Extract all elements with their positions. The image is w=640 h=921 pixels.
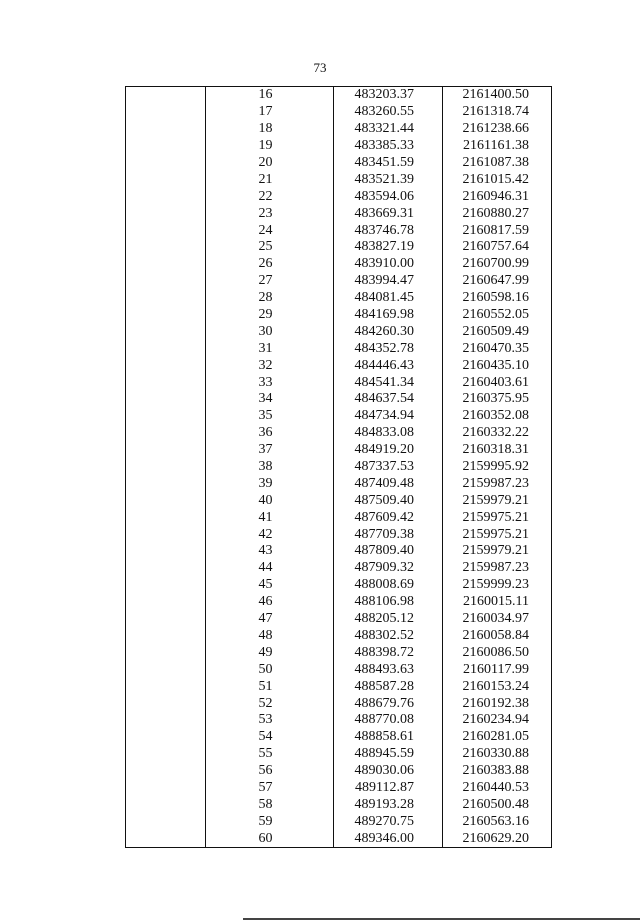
y-coordinate-cell: 2160153.24 xyxy=(462,678,529,694)
x-coordinate-cell: 484541.34 xyxy=(334,374,443,391)
x-coordinate-cell: 483260.55 xyxy=(334,104,443,121)
x-coordinate-cell: 487409.48 xyxy=(334,475,443,492)
table-row xyxy=(126,796,552,813)
table-row xyxy=(126,205,552,222)
x-coordinate-cell: 487509.40 xyxy=(334,492,443,509)
point-number-cell: 24 xyxy=(206,222,334,239)
point-number-cell: 54 xyxy=(206,729,334,746)
y-coordinate-cell: 2160192.38 xyxy=(462,695,529,711)
blank-cell xyxy=(126,509,206,526)
x-coordinate-cell: 487337.53 xyxy=(334,459,443,476)
x-coordinate-cell: 483746.78 xyxy=(334,222,443,239)
x-coordinate-cell: 487609.42 xyxy=(334,509,443,526)
x-coordinate-cell: 488106.98 xyxy=(334,594,443,611)
x-coordinate-cell: 489030.06 xyxy=(334,763,443,780)
y-coordinate-cell: 2159999.23 xyxy=(462,577,529,593)
x-coordinate-cell: 488493.63 xyxy=(334,661,443,678)
y-coordinate-cell: 2159975.21 xyxy=(462,526,529,542)
blank-cell xyxy=(126,611,206,628)
table-row xyxy=(126,171,552,188)
point-number-cell: 34 xyxy=(206,391,334,408)
table-row xyxy=(126,155,552,172)
blank-cell xyxy=(126,780,206,797)
point-number-cell: 16 xyxy=(206,87,334,104)
blank-cell xyxy=(126,729,206,746)
blank-cell xyxy=(126,391,206,408)
table-row xyxy=(126,560,552,577)
y-coordinate-cell: 2160509.49 xyxy=(462,323,529,339)
y-coordinate-cell: 2160440.53 xyxy=(462,779,529,795)
point-number-cell: 27 xyxy=(206,273,334,290)
table-row xyxy=(126,256,552,273)
blank-cell xyxy=(126,188,206,205)
y-coordinate-cell: 2160563.16 xyxy=(462,813,529,829)
point-number-cell: 30 xyxy=(206,323,334,340)
blank-cell xyxy=(126,459,206,476)
x-coordinate-cell: 483321.44 xyxy=(334,121,443,138)
x-coordinate-cell: 484081.45 xyxy=(334,290,443,307)
point-number-cell: 32 xyxy=(206,357,334,374)
point-number-cell: 21 xyxy=(206,171,334,188)
x-coordinate-cell: 483827.19 xyxy=(334,239,443,256)
y-coordinate-cell: 2161161.38 xyxy=(463,138,529,154)
x-coordinate-cell: 489270.75 xyxy=(334,813,443,830)
table-row xyxy=(126,273,552,290)
x-coordinate-cell: 487709.38 xyxy=(334,526,443,543)
x-coordinate-cell: 488770.08 xyxy=(334,712,443,729)
table-row xyxy=(126,374,552,391)
table-row xyxy=(126,357,552,374)
x-coordinate-cell: 483451.59 xyxy=(334,155,443,172)
coordinate-table-body xyxy=(126,87,552,848)
x-coordinate-cell: 488858.61 xyxy=(334,729,443,746)
point-number-cell: 28 xyxy=(206,290,334,307)
y-coordinate-cell: 2160318.31 xyxy=(462,442,529,458)
blank-cell xyxy=(126,678,206,695)
blank-cell xyxy=(126,695,206,712)
y-coordinate-cell: 2160700.99 xyxy=(462,256,529,272)
point-number-cell: 37 xyxy=(206,442,334,459)
blank-cell xyxy=(126,763,206,780)
blank-cell xyxy=(126,712,206,729)
x-coordinate-cell: 488945.59 xyxy=(334,746,443,763)
y-coordinate-cell: 2160435.10 xyxy=(462,357,529,373)
table-row xyxy=(126,611,552,628)
point-number-cell: 46 xyxy=(206,594,334,611)
table-row xyxy=(126,628,552,645)
blank-cell xyxy=(126,560,206,577)
point-number-cell: 23 xyxy=(206,205,334,222)
blank-cell xyxy=(126,628,206,645)
table-row xyxy=(126,188,552,205)
table-row xyxy=(126,644,552,661)
x-coordinate-cell: 484260.30 xyxy=(334,323,443,340)
y-coordinate-cell: 2160598.16 xyxy=(462,290,529,306)
x-coordinate-cell: 489346.00 xyxy=(334,830,443,847)
coordinate-table xyxy=(125,86,552,848)
table-row xyxy=(126,121,552,138)
point-number-cell: 52 xyxy=(206,695,334,712)
table-row xyxy=(126,526,552,543)
y-coordinate-cell: 2160086.50 xyxy=(462,644,529,660)
blank-cell xyxy=(126,323,206,340)
x-coordinate-cell: 487809.40 xyxy=(334,543,443,560)
table-row xyxy=(126,459,552,476)
table-row xyxy=(126,678,552,695)
blank-cell xyxy=(126,121,206,138)
y-coordinate-cell: 2159979.21 xyxy=(462,543,529,559)
blank-cell xyxy=(126,104,206,121)
point-number-cell: 55 xyxy=(206,746,334,763)
y-coordinate-cell: 2160015.11 xyxy=(463,594,529,610)
table-row xyxy=(126,509,552,526)
blank-cell xyxy=(126,138,206,155)
x-coordinate-cell: 488679.76 xyxy=(334,695,443,712)
y-coordinate-cell: 2160757.64 xyxy=(462,239,529,255)
table-row xyxy=(126,391,552,408)
y-coordinate-cell: 2159995.92 xyxy=(462,459,529,475)
x-coordinate-cell: 484833.08 xyxy=(334,425,443,442)
table-row xyxy=(126,222,552,239)
y-coordinate-cell: 2160647.99 xyxy=(462,273,529,289)
x-coordinate-cell: 484169.98 xyxy=(334,307,443,324)
blank-cell xyxy=(126,492,206,509)
y-coordinate-cell: 2161087.38 xyxy=(462,155,529,170)
table-row xyxy=(126,577,552,594)
blank-cell xyxy=(126,442,206,459)
x-coordinate-cell: 483994.47 xyxy=(334,273,443,290)
x-coordinate-cell: 484446.43 xyxy=(334,357,443,374)
y-coordinate-cell: 2159979.21 xyxy=(462,492,529,508)
table-row xyxy=(126,594,552,611)
blank-cell xyxy=(126,374,206,391)
point-number-cell: 31 xyxy=(206,340,334,357)
x-coordinate-cell: 483385.33 xyxy=(334,138,443,155)
blank-cell xyxy=(126,475,206,492)
table-row xyxy=(126,763,552,780)
table-row xyxy=(126,661,552,678)
blank-cell xyxy=(126,408,206,425)
point-number-cell: 39 xyxy=(206,475,334,492)
y-coordinate-cell: 2161238.66 xyxy=(462,121,529,137)
table-row xyxy=(126,780,552,797)
blank-cell xyxy=(126,171,206,188)
blank-cell xyxy=(126,155,206,172)
table-row xyxy=(126,340,552,357)
table-row xyxy=(126,290,552,307)
page-bottom-rule xyxy=(243,918,640,920)
point-number-cell: 47 xyxy=(206,611,334,628)
point-number-cell: 60 xyxy=(206,830,334,847)
x-coordinate-cell: 483521.39 xyxy=(334,171,443,188)
table-row xyxy=(126,239,552,256)
point-number-cell: 40 xyxy=(206,492,334,509)
y-coordinate-cell: 2160034.97 xyxy=(462,611,529,627)
y-coordinate-cell: 2160117.99 xyxy=(463,661,529,677)
table-row xyxy=(126,712,552,729)
blank-cell xyxy=(126,425,206,442)
x-coordinate-cell: 483669.31 xyxy=(334,205,443,222)
point-number-cell: 38 xyxy=(206,459,334,476)
table-row xyxy=(126,104,552,121)
blank-cell xyxy=(126,222,206,239)
x-coordinate-cell: 483910.00 xyxy=(334,256,443,273)
table-row xyxy=(126,543,552,560)
point-number-cell: 59 xyxy=(206,813,334,830)
table-row xyxy=(126,408,552,425)
blank-cell xyxy=(126,543,206,560)
point-number-cell: 48 xyxy=(206,628,334,645)
x-coordinate-cell: 488302.52 xyxy=(334,628,443,645)
y-coordinate-cell: 2160234.94 xyxy=(462,712,529,728)
point-number-cell: 44 xyxy=(206,560,334,577)
y-coordinate-cell: 2160281.05 xyxy=(462,729,529,745)
y-coordinate-cell: 2160403.61 xyxy=(462,374,529,390)
blank-cell xyxy=(126,526,206,543)
y-coordinate-cell: 2160352.08 xyxy=(462,408,529,424)
blank-cell xyxy=(126,661,206,678)
blank-cell xyxy=(126,307,206,324)
blank-cell xyxy=(126,644,206,661)
y-coordinate-cell: 2160332.22 xyxy=(462,425,529,441)
blank-cell xyxy=(126,357,206,374)
x-coordinate-cell: 488587.28 xyxy=(334,678,443,695)
point-number-cell: 57 xyxy=(206,780,334,797)
blank-cell xyxy=(126,594,206,611)
point-number-cell: 45 xyxy=(206,577,334,594)
table-row xyxy=(126,425,552,442)
point-number-cell: 25 xyxy=(206,239,334,256)
y-coordinate-cell: 2161015.42 xyxy=(462,171,529,187)
point-number-cell: 50 xyxy=(206,661,334,678)
blank-cell xyxy=(126,239,206,256)
point-number-cell: 20 xyxy=(206,155,334,172)
blank-cell xyxy=(126,577,206,594)
y-coordinate-cell: 2159975.21 xyxy=(462,509,529,525)
blank-cell xyxy=(126,87,206,104)
point-number-cell: 17 xyxy=(206,104,334,121)
table-row xyxy=(126,729,552,746)
y-coordinate-cell: 2160817.59 xyxy=(462,222,529,238)
point-number-cell: 49 xyxy=(206,644,334,661)
blank-cell xyxy=(126,746,206,763)
x-coordinate-cell: 488205.12 xyxy=(334,611,443,628)
y-coordinate-cell: 2159987.23 xyxy=(462,560,529,576)
y-coordinate-cell: 2159987.23 xyxy=(462,475,529,491)
point-number-cell: 41 xyxy=(206,509,334,526)
y-coordinate-cell: 2161400.50 xyxy=(462,87,529,103)
y-coordinate-cell: 2160552.05 xyxy=(462,307,529,323)
x-coordinate-cell: 483203.37 xyxy=(334,87,443,104)
table-row xyxy=(126,87,552,104)
blank-cell xyxy=(126,796,206,813)
table-row xyxy=(126,307,552,324)
blank-cell xyxy=(126,290,206,307)
point-number-cell: 53 xyxy=(206,712,334,729)
x-coordinate-cell: 484637.54 xyxy=(334,391,443,408)
table-row xyxy=(126,442,552,459)
x-coordinate-cell: 488398.72 xyxy=(334,644,443,661)
x-coordinate-cell: 484352.78 xyxy=(334,340,443,357)
y-coordinate-cell: 2160058.84 xyxy=(462,627,529,643)
y-coordinate-cell: 2160629.20 xyxy=(462,830,529,846)
x-coordinate-cell: 489112.87 xyxy=(334,780,443,797)
x-coordinate-cell: 488008.69 xyxy=(334,577,443,594)
x-coordinate-cell: 484919.20 xyxy=(334,442,443,459)
point-number-cell: 29 xyxy=(206,307,334,324)
table-row xyxy=(126,746,552,763)
x-coordinate-cell: 487909.32 xyxy=(334,560,443,577)
y-coordinate-cell: 2160330.88 xyxy=(462,746,529,762)
point-number-cell: 18 xyxy=(206,121,334,138)
table-row xyxy=(126,138,552,155)
point-number-cell: 22 xyxy=(206,188,334,205)
blank-cell xyxy=(126,813,206,830)
x-coordinate-cell: 484734.94 xyxy=(334,408,443,425)
blank-cell xyxy=(126,273,206,290)
y-coordinate-cell: 2161318.74 xyxy=(462,104,529,120)
table-row xyxy=(126,695,552,712)
table-row xyxy=(126,830,552,847)
table-row xyxy=(126,492,552,509)
point-number-cell: 33 xyxy=(206,374,334,391)
blank-cell xyxy=(126,256,206,273)
blank-cell xyxy=(126,340,206,357)
point-number-cell: 43 xyxy=(206,543,334,560)
y-coordinate-cell: 2160946.31 xyxy=(462,188,529,204)
y-coordinate-cell: 2160375.95 xyxy=(462,391,529,407)
page-number: 73 xyxy=(313,60,327,75)
point-number-cell: 19 xyxy=(206,138,334,155)
table-row xyxy=(126,323,552,340)
table-row xyxy=(126,475,552,492)
y-coordinate-cell: 2160470.35 xyxy=(462,340,529,356)
point-number-cell: 51 xyxy=(206,678,334,695)
table-row xyxy=(126,813,552,830)
point-number-cell: 35 xyxy=(206,408,334,425)
y-coordinate-cell: 2160500.48 xyxy=(462,796,529,812)
point-number-cell: 36 xyxy=(206,425,334,442)
point-number-cell: 42 xyxy=(206,526,334,543)
blank-cell xyxy=(126,205,206,222)
x-coordinate-cell: 483594.06 xyxy=(334,188,443,205)
blank-cell xyxy=(126,830,206,847)
point-number-cell: 26 xyxy=(206,256,334,273)
x-coordinate-cell: 489193.28 xyxy=(334,796,443,813)
y-coordinate-cell: 2160383.88 xyxy=(462,763,529,779)
point-number-cell: 56 xyxy=(206,763,334,780)
point-number-cell: 58 xyxy=(206,796,334,813)
y-coordinate-cell: 2160880.27 xyxy=(462,205,529,221)
